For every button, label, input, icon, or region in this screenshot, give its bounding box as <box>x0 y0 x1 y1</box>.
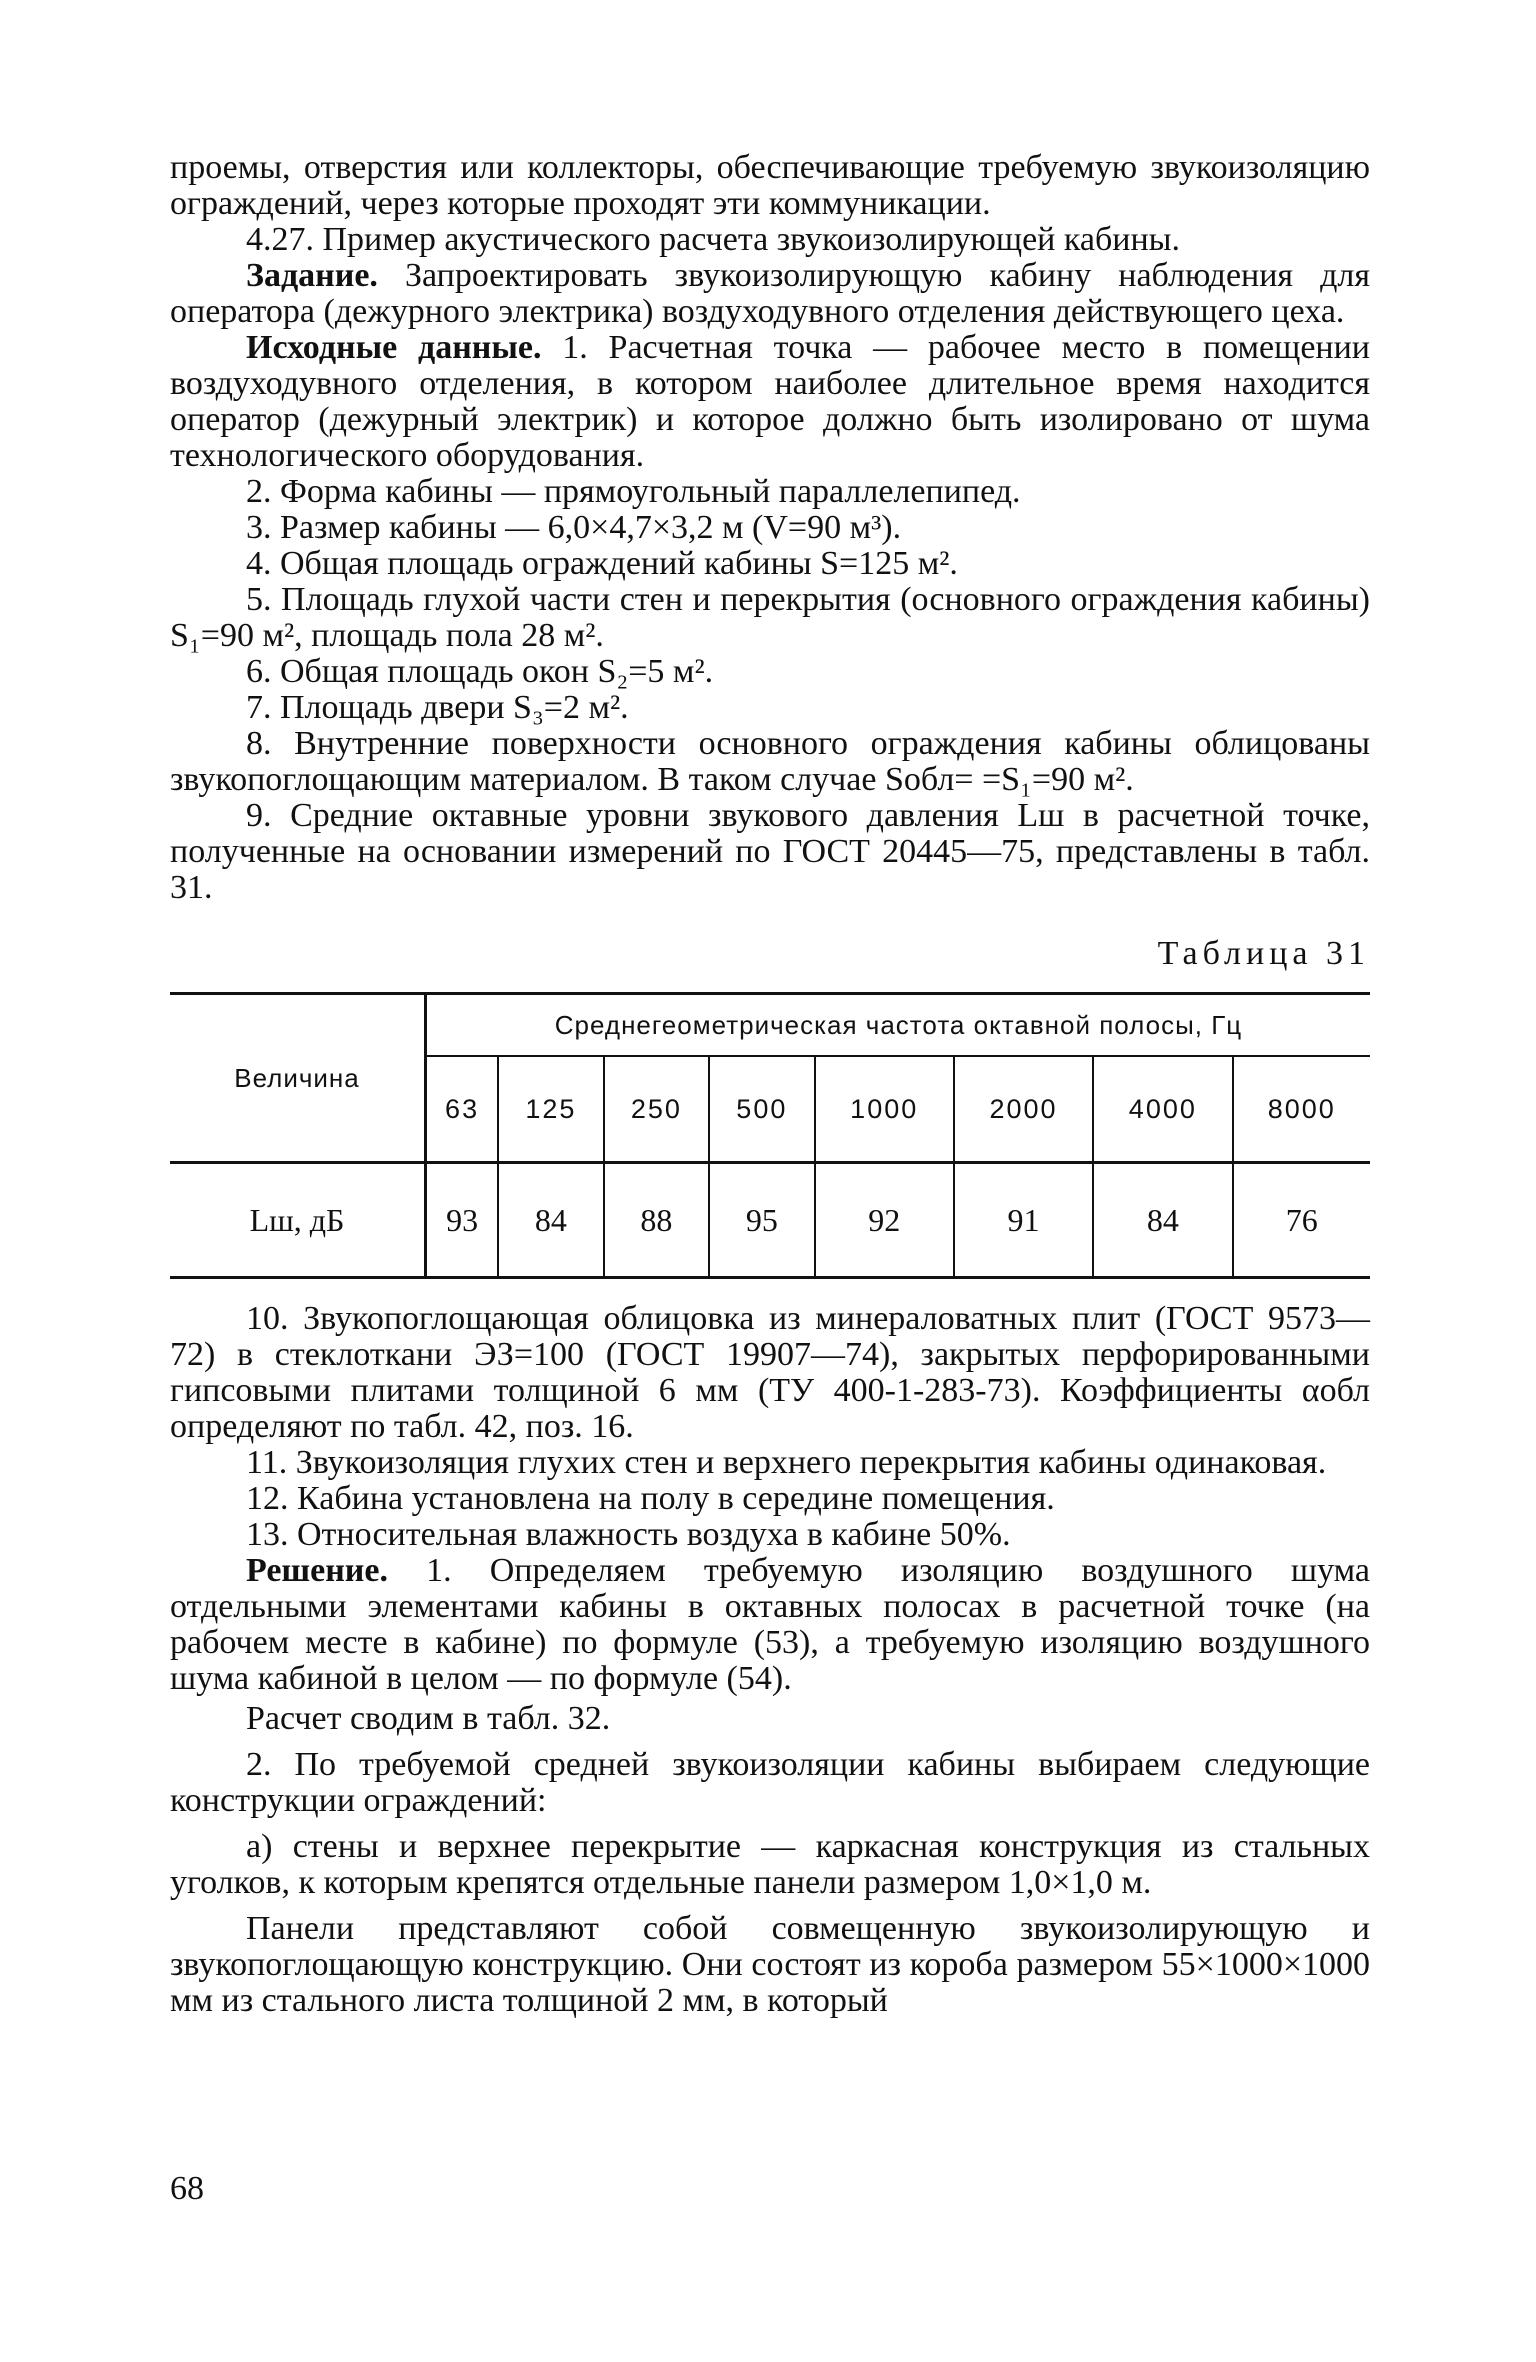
task-paragraph <box>170 258 1370 330</box>
list-item: 2. Форма кабины — прямоугольный параллелепипед. <box>246 473 1021 510</box>
section-heading: 4.27. Пример акустического расчета звукоизолирующей кабины. <box>246 221 1181 258</box>
paragraph: Расчет сводим в табл. 32. <box>246 1700 611 1737</box>
task-lead: Задание. <box>246 257 378 294</box>
value-cell: 93 <box>426 1163 499 1278</box>
list-item: 8. Внутренние поверхности основного ограждения кабины облицованы звукопоглощающим материалом. В таком случае Sобл= =S₁=90 м². <box>170 725 1370 798</box>
page-number: 68 <box>170 2170 204 2207</box>
frequency-header: Среднегеометрическая частота октавной полосы, Гц <box>426 994 1371 1057</box>
initial-data-paragraph <box>170 330 1370 474</box>
quantity-header: Величина <box>170 994 426 1163</box>
table-caption: Таблица 31 <box>1157 935 1370 972</box>
row-label: Lш, дБ <box>170 1163 426 1278</box>
frequency-cell: 2000 <box>954 1056 1093 1163</box>
value-cell: 76 <box>1285 1202 1318 1238</box>
frequency-cell: 125 <box>498 1056 603 1163</box>
paragraph: Панели представляют собой совмещенную звукоизолирующую и звукопоглощающую конструкцию. Они состоят из короба размером 55×1000×1000 мм из стального листа толщиной 2 мм, в который <box>170 1910 1370 2019</box>
list-item: 9. Средние октавные уровни звукового давления Lш в расчетной точке, полученные на основании измерений по ГОСТ 20445—75, представлены в табл. 31. <box>170 797 1370 906</box>
list-item: 13. Относительная влажность воздуха в кабине 50%. <box>246 1516 1011 1553</box>
initial-data-lead: Исходные данные. <box>246 329 542 366</box>
list-item: 3. Размер кабины — 6,0×4,7×3,2 м (V=90 м³). <box>246 509 902 546</box>
value-cell: 84 <box>1093 1163 1232 1278</box>
initial-data-text: 1. Расчетная точка — рабочее место в помещении воздуходувного отделения, в котором наиболее длительное время находится оператор (дежурный электрик) и которое должно быть изолировано от шума технологического оборудования. <box>170 329 1370 474</box>
solution-lead: Решение. <box>246 1552 388 1589</box>
table-row <box>170 1163 1370 1278</box>
list-item: 4. Общая площадь ограждений кабины S=125 м². <box>246 545 958 582</box>
frequency-cell: 250 <box>604 1056 709 1163</box>
task-text: Запроектировать звукоизолирующую кабину наблюдения для оператора (дежурного электрика) воздуходувного отделения действующего цеха. <box>170 257 1370 330</box>
list-item: 6. Общая площадь окон S₂=5 м². <box>246 653 714 690</box>
list-item: 5. Площадь глухой части стен и перекрытия (основного ограждения кабины) S₁=90 м², площадь пола 28 м². <box>170 581 1370 654</box>
list-item: 7. Площадь двери S₃=2 м². <box>246 689 629 726</box>
paragraph-continuation: проемы, отверстия или коллекторы, обеспечивающие требуемую звукоизоляцию ограждений, через которые проходят эти коммуникации. <box>170 149 1370 222</box>
value-cell: 92 <box>815 1163 954 1278</box>
list-item: 11. Звукоизоляция глухих стен и верхнего перекрытия кабины одинаковая. <box>246 1444 1327 1481</box>
table-31 <box>170 992 1370 1279</box>
list-item: 12. Кабина установлена на полу в середине помещения. <box>246 1480 1055 1517</box>
page-body <box>170 150 1370 2019</box>
solution-text: 1. Определяем требуемую изоляцию воздушного шума отдельными элементами кабины в октавных полосах в расчетной точке (на рабочем месте в кабине) по формуле (53), а требуемую изоляцию воздушного шума кабиной в целом — по формуле (54). <box>170 1552 1370 1697</box>
value-cell: 91 <box>954 1163 1093 1278</box>
paragraph: а) стены и верхнее перекрытие — каркасная конструкция из стальных уголков, к которым крепятся отдельные панели размером 1,0×1,0 м. <box>170 1828 1370 1901</box>
frequency-cell: 500 <box>709 1056 814 1163</box>
value-cell: 84 <box>498 1163 603 1278</box>
frequency-cell: 8000 <box>1267 1094 1336 1124</box>
list-item: 10. Звукопоглощающая облицовка из минераловатных плит (ГОСТ 9573—72) в стеклоткани ЭЗ=100 (ГОСТ 19907—74), закрытых перфорированными гипсовыми плитами толщиной 6 мм (ТУ 400-1-283-73). Коэффициенты αобл определяют по табл. 42, поз. 16. <box>170 1300 1370 1445</box>
frequency-cell: 63 <box>426 1056 499 1163</box>
value-cell: 95 <box>709 1163 814 1278</box>
paragraph: 2. По требуемой средней звукоизоляции кабины выбираем следующие конструкции ограждений: <box>170 1746 1370 1819</box>
value-cell: 88 <box>604 1163 709 1278</box>
frequency-cell: 1000 <box>815 1056 954 1163</box>
frequency-cell: 4000 <box>1093 1056 1232 1163</box>
solution-paragraph <box>170 1553 1370 1697</box>
